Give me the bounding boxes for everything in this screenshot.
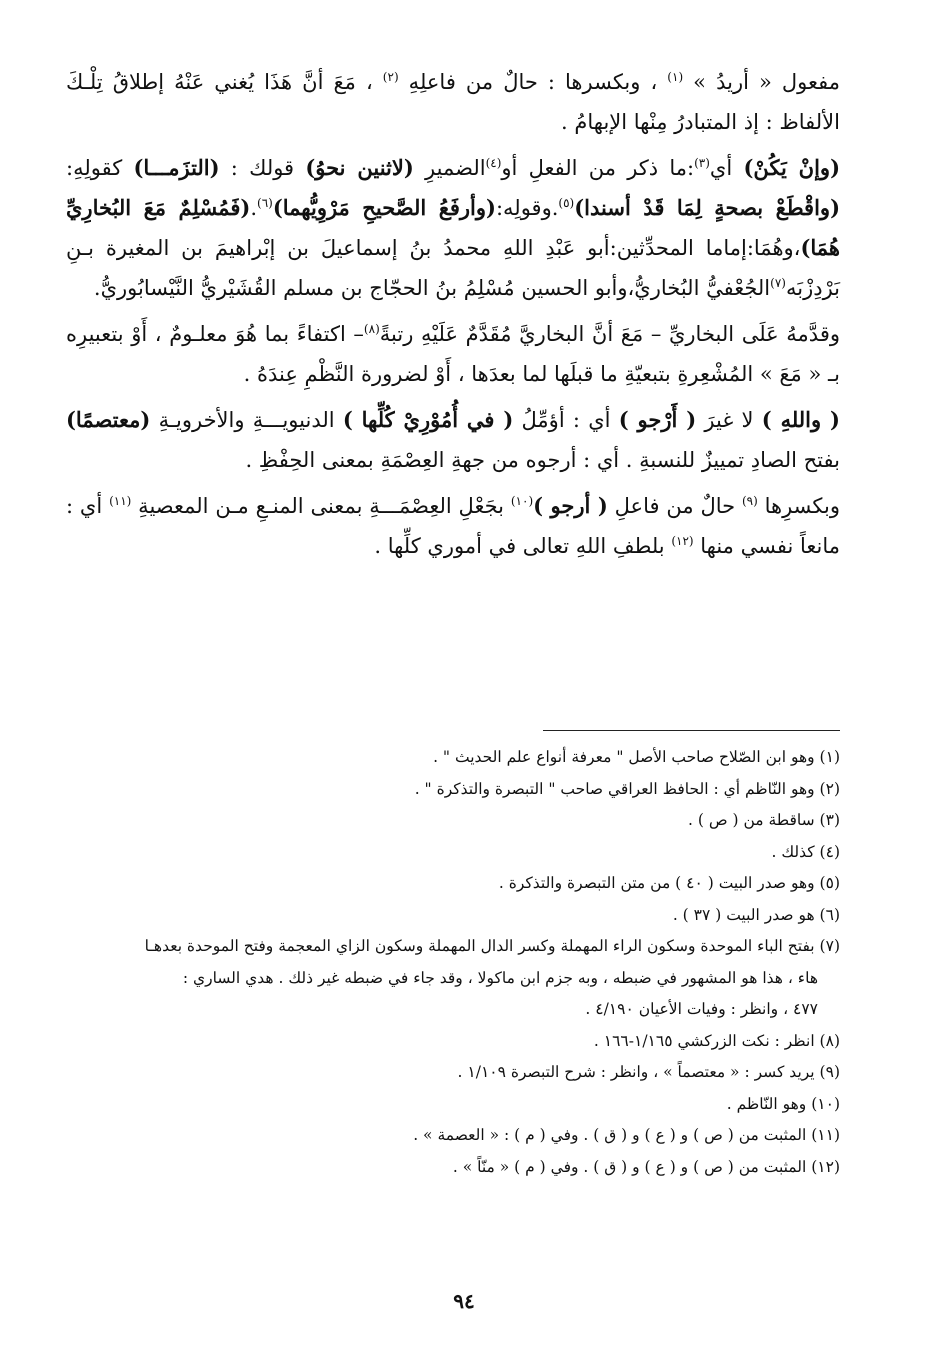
page-number: ٩٤ — [453, 1289, 475, 1313]
footnote-ref: (٦) — [257, 196, 273, 210]
footnote-ref: (٢) — [382, 70, 399, 84]
verse-quote: (لاثنين نحوُ) — [305, 155, 414, 180]
footnote-ref: (١٠) — [510, 494, 534, 508]
text-run: .وقولِه: — [495, 196, 559, 220]
footnote-2: (٢) وهو النّاظم أي : الحافظ العراقي صاحب " التبصرة والتذكرة " . — [414, 779, 840, 798]
footnote-ref: (١) — [667, 70, 684, 84]
text-run: الدنيويـــةِ والأخرويـةِ — [150, 408, 343, 432]
footnote-11: (١١) المثبت من ( ص ) و ( ع ) و ( ق ) . وفي ( م ) : « العصمة » . — [413, 1126, 840, 1144]
text-run: بفتح الصادِ تمييزٌ للنسبةِ . أي : أرجوه من جهةِ العِصْمَةِ بمعنى الحِفْظِ . — [245, 448, 840, 472]
text-run: بلطفِ اللهِ تعالى في أموري كلِّها . — [374, 534, 672, 558]
text-run: :ما ذكر من الفعلِ أو — [501, 156, 695, 180]
footnote-8: (٨) انظر : نكت الزركشي ١/١٦٥-١٦٦ . — [593, 1031, 840, 1050]
verse-quote: (فَمُسْلِمٌ مَعَ البُخارِيِّ هُمَا) — [66, 195, 840, 260]
text-run: كقولِهِ: — [66, 156, 134, 180]
text-run: . — [250, 196, 257, 220]
paragraph-3 — [66, 314, 840, 394]
footnotes — [80, 742, 840, 1183]
footnote-ref: (١١) — [109, 494, 132, 508]
footnote-7-continued: ٤٧٧ ، وانظر : وفيات الأعيان ٤/١٩٠ . — [585, 1000, 818, 1018]
verse-quote: (واقْطَعْ بصحةٍ لِمَا قَدْ أسندا) — [574, 195, 841, 220]
footnote-ref: (٧) — [770, 276, 786, 290]
text-run: بجَعْلِ العِصْمَـــةِ بمعنى المنـعِ مـن المعصيةِ — [131, 494, 511, 518]
paragraph-2 — [66, 148, 840, 308]
text-run: لا غيرَ — [696, 408, 762, 432]
text-run: ،وهُمَا:إماما المحدِّثين:أبو عَبْدِ اللهِ محمدُ بنُ إسماعيلَ بن إبْراهيمَ بن المغيرة بـنِ بَرْدِزْبَه — [66, 236, 840, 300]
footnote-1: (١) وهو ابن الصّلاح صاحب الأصل " معرفة أنواع علم الحديث " . — [433, 748, 840, 766]
text-run: الجُعْفيُّ البُخاريُّ،وأبو الحسين مُسْلِمُ بنُ الحجّاج بن مسلم القُشَيْريُّ النَّيْسابُوريُّ. — [93, 276, 771, 300]
footnote-6: (٦) هو صدر البيت ( ٣٧ ) . — [672, 905, 840, 924]
footnote-ref: (٣) — [694, 156, 710, 170]
text-run: أي : مانعاً نفسي منها — [66, 494, 840, 558]
text-run: مفعول « أريدُ » — [683, 70, 840, 94]
footnote-12: (١٢) المثبت من ( ص ) و ( ع ) و ( ق ) . وفي ( م ) « منّاً » . — [452, 1157, 840, 1176]
verse-quote: (وإنْ يَكُنْ) — [743, 155, 841, 180]
page-body — [66, 62, 840, 572]
text-run: وقدَّمهُ عَلَى البخاريِّ – مَعَ أنَّ البخاريَّ مُقَدَّمٌ عَلَيْهِ رتبةً — [379, 322, 841, 346]
text-run: أي : أؤمِّلُ — [513, 408, 619, 432]
verse-quote: (وأرفَعُ الصَّحيحِ مَرْوِيُّهما) — [272, 195, 496, 220]
main-text — [66, 62, 840, 566]
footnote-4: (٤) كذلك . — [771, 842, 840, 861]
text-run: أي — [709, 156, 744, 180]
text-run: ، مَعَ أنَّ هَذَا يُغني عَنْهُ إطلاقُ تِلْـكَ الألفاظ : إذ المتبادرُ مِنْها الإبهامُ . — [66, 70, 840, 134]
footnote-divider — [543, 730, 840, 731]
footnote-7: (٧) بفتح الباء الموحدة وسكون الراء المهملة وكسر الدال المهملة وسكون الزاي المعجمة وفتح الموحدة بعدهـا — [144, 937, 840, 955]
verse-quote: ( واللهِ ) — [761, 407, 840, 432]
verse-quote: ( أَرْجو ) — [618, 407, 697, 432]
footnote-7-continued: هاء ، هذا هو المشهور في ضبطه ، وبه جزم ابن ماكولا ، وقد جاء في ضبطه غير ذلك . هدي الساري : — [182, 968, 818, 987]
footnote-5: (٥) وهو صدر البيت ( ٤٠ ) من متن التبصرة والتذكرة . — [498, 874, 840, 892]
paragraph-4 — [66, 400, 840, 480]
footnote-ref: (٨) — [363, 322, 380, 336]
text-run: الضميرِ — [413, 156, 486, 180]
footnote-ref: (٥) — [558, 196, 575, 210]
footnote-ref: (١٢) — [671, 534, 694, 548]
footnote-9: (٩) يريد كسر : « معتصماً » ، وانظر : شرح التبصرة ١/١٠٩ . — [457, 1063, 840, 1081]
verse-quote: (التزَمـــا) — [133, 155, 220, 180]
text-run: وبكسرِها — [757, 494, 840, 518]
text-run: – اكتفاءً بما هُوَ معلـومٌ ، أَوْ بتعبيرِه بـ « مَعَ » المُشْعِرةِ بتبعيّةِ ما قبلَها لما بعدَها ، أَوْ لضرورة النَّظْمِ عِندَهُ . — [66, 322, 840, 386]
footnote-ref: (٩) — [741, 494, 758, 508]
text-run: قولك : — [219, 156, 306, 180]
verse-quote: ( في أُمُوْرِيْ كُلِّها ) — [342, 407, 514, 432]
paragraph-1 — [66, 62, 840, 142]
text-run: ، وبكسرها : حالٌ من فاعلِهِ — [398, 70, 668, 94]
text-run: حالٌ من فاعلِ — [607, 494, 742, 518]
footnote-ref: (٤) — [485, 156, 502, 170]
verse-quote: ( أرجو ) — [533, 493, 608, 518]
footnote-10: (١٠) وهو النّاظم . — [726, 1094, 840, 1113]
verse-quote: (معتصمًا) — [66, 407, 151, 432]
footnote-3: (٣) ساقطة من ( ص ) . — [687, 811, 840, 829]
paragraph-5 — [66, 486, 840, 566]
